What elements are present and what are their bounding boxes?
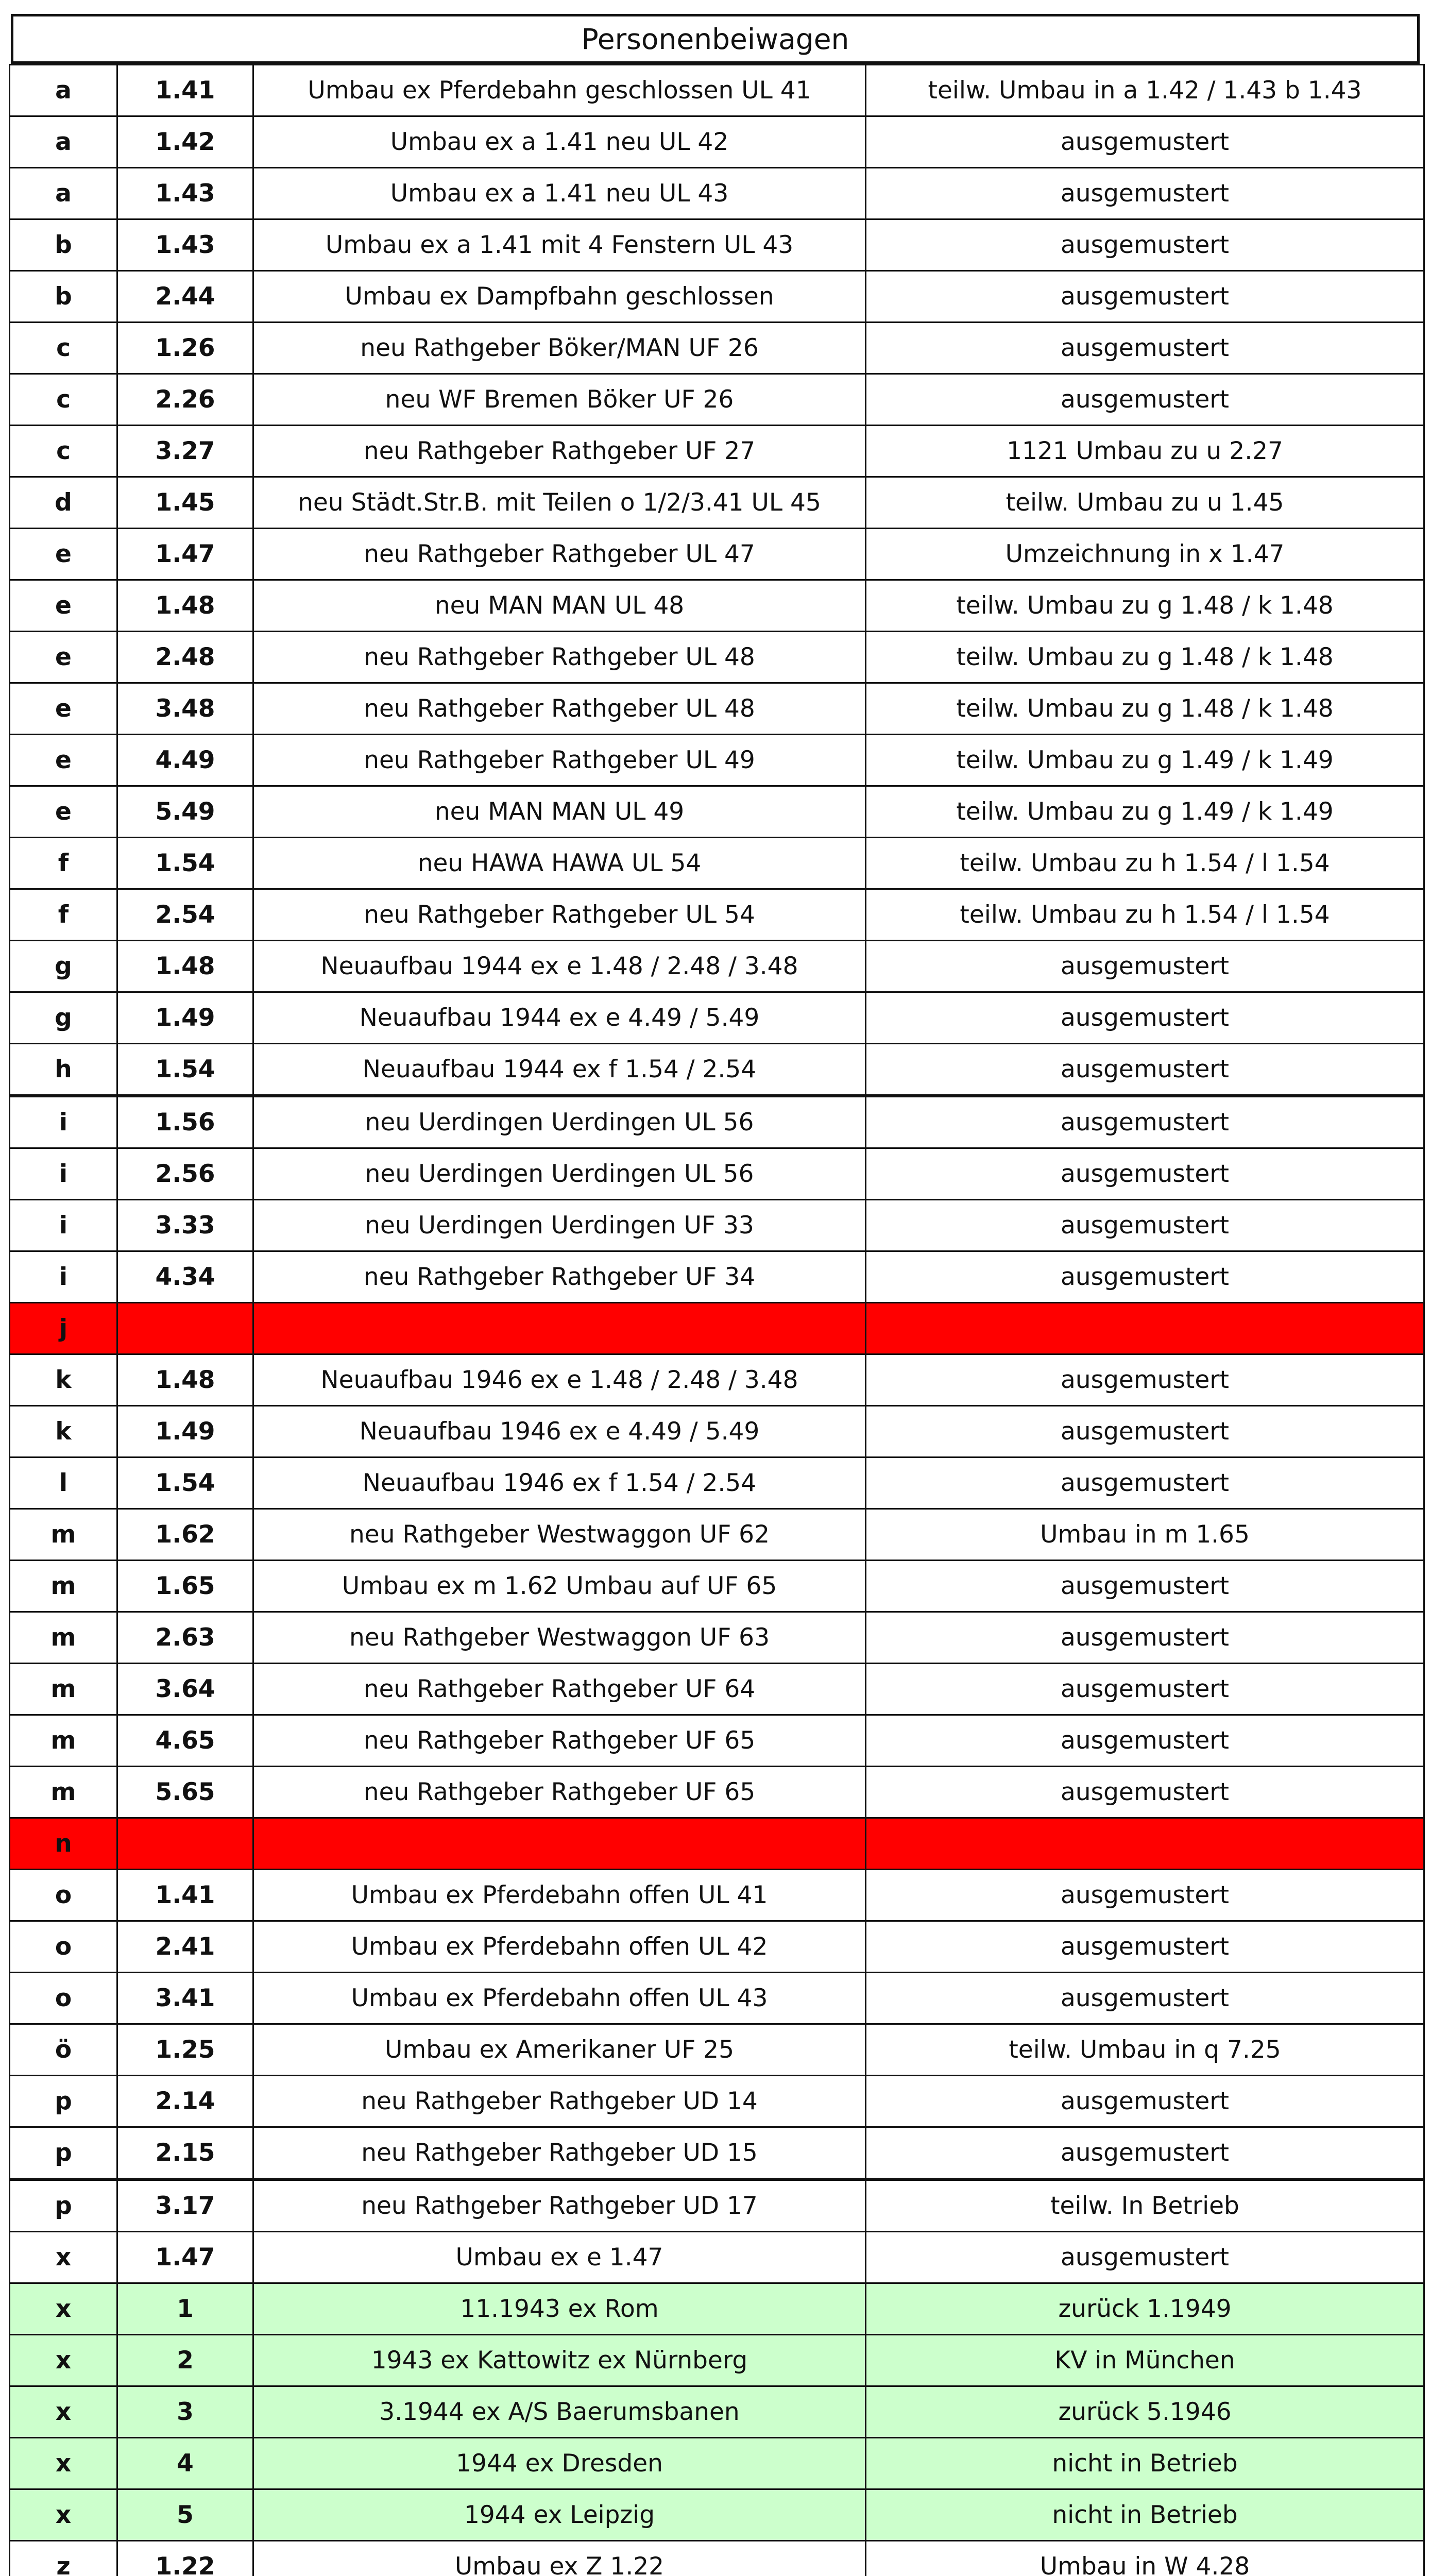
description-cell: neu Rathgeber Rathgeber UL 54 [253, 889, 866, 941]
description-cell: neu Rathgeber Rathgeber UD 14 [253, 2076, 866, 2127]
description-cell: neu HAWA HAWA UL 54 [253, 838, 866, 889]
vehicle-number-cell: 1 [117, 2283, 253, 2335]
class-letter-cell: h [10, 1044, 117, 1096]
table-row [10, 2232, 1424, 2283]
vehicle-number-cell: 3.48 [117, 683, 253, 735]
description-cell: Umbau ex Pferdebahn offen UL 42 [253, 1921, 866, 1973]
vehicle-number-cell: 2.56 [117, 1148, 253, 1200]
vehicle-number-cell: 4 [117, 2438, 253, 2489]
status-cell: ausgemustert [866, 1200, 1424, 1251]
table-row [10, 941, 1424, 992]
description-cell: Neuaufbau 1946 ex e 4.49 / 5.49 [253, 1406, 866, 1458]
class-letter-cell: k [10, 1406, 117, 1458]
class-letter-cell: i [10, 1251, 117, 1303]
class-letter-cell: m [10, 1767, 117, 1818]
description-cell: Umbau ex a 1.41 neu UL 42 [253, 116, 866, 168]
description-cell: Umbau ex Pferdebahn offen UL 41 [253, 1870, 866, 1921]
table-row [10, 1715, 1424, 1767]
status-cell: Umbau in m 1.65 [866, 1509, 1424, 1561]
table-row [10, 2127, 1424, 2180]
table-row [10, 2335, 1424, 2386]
vehicle-table-body [10, 65, 1424, 2576]
table-row [10, 1148, 1424, 1200]
class-letter-cell: j [10, 1303, 117, 1354]
table-row [10, 1044, 1424, 1096]
vehicle-number-cell: 1.56 [117, 1096, 253, 1148]
class-letter-cell: o [10, 1973, 117, 2024]
vehicle-number-cell [117, 1303, 253, 1354]
table-row [10, 889, 1424, 941]
table-row [10, 374, 1424, 426]
description-cell: Umbau ex Dampfbahn geschlossen [253, 271, 866, 323]
table-row [10, 477, 1424, 529]
description-cell: neu Uerdingen Uerdingen UF 33 [253, 1200, 866, 1251]
class-letter-cell: o [10, 1921, 117, 1973]
vehicle-number-cell [117, 1818, 253, 1870]
table-row [10, 426, 1424, 477]
table-row [10, 735, 1424, 786]
status-cell: ausgemustert [866, 1767, 1424, 1818]
class-letter-cell: e [10, 632, 117, 683]
class-letter-cell: e [10, 786, 117, 838]
vehicle-number-cell: 2.26 [117, 374, 253, 426]
status-cell: ausgemustert [866, 1612, 1424, 1664]
table-row [10, 580, 1424, 632]
status-cell: ausgemustert [866, 1715, 1424, 1767]
table-row [10, 2283, 1424, 2335]
description-cell: neu Rathgeber Rathgeber UF 27 [253, 426, 866, 477]
class-letter-cell: x [10, 2283, 117, 2335]
class-letter-cell: x [10, 2489, 117, 2541]
table-row [10, 1509, 1424, 1561]
class-letter-cell: o [10, 1870, 117, 1921]
vehicle-number-cell: 1.41 [117, 1870, 253, 1921]
class-letter-cell: e [10, 683, 117, 735]
table-row [10, 2179, 1424, 2232]
description-cell: Umbau ex Pferdebahn geschlossen UL 41 [253, 65, 866, 116]
status-cell: ausgemustert [866, 116, 1424, 168]
table-row [10, 1818, 1424, 1870]
status-cell: 1121 Umbau zu u 2.27 [866, 426, 1424, 477]
status-cell: zurück 5.1946 [866, 2386, 1424, 2438]
status-cell: ausgemustert [866, 1664, 1424, 1715]
status-cell: ausgemustert [866, 1406, 1424, 1458]
vehicle-number-cell: 1.25 [117, 2024, 253, 2076]
description-cell: Umbau ex a 1.41 neu UL 43 [253, 168, 866, 219]
status-cell: teilw. Umbau zu g 1.48 / k 1.48 [866, 580, 1424, 632]
table-row [10, 271, 1424, 323]
class-letter-cell: i [10, 1148, 117, 1200]
class-letter-cell: m [10, 1561, 117, 1612]
table-row [10, 2541, 1424, 2576]
class-letter-cell: b [10, 219, 117, 271]
status-cell: ausgemustert [866, 168, 1424, 219]
status-cell: teilw. Umbau zu g 1.48 / k 1.48 [866, 632, 1424, 683]
status-cell: ausgemustert [866, 2076, 1424, 2127]
vehicle-number-cell: 1.47 [117, 529, 253, 580]
table-row [10, 992, 1424, 1044]
description-cell: neu WF Bremen Böker UF 26 [253, 374, 866, 426]
class-letter-cell: b [10, 271, 117, 323]
table-row [10, 1664, 1424, 1715]
class-letter-cell: e [10, 580, 117, 632]
description-cell: neu MAN MAN UL 48 [253, 580, 866, 632]
table-row [10, 1200, 1424, 1251]
status-cell: Umzeichnung in x 1.47 [866, 529, 1424, 580]
description-cell: Umbau ex e 1.47 [253, 2232, 866, 2283]
class-letter-cell: g [10, 941, 117, 992]
vehicle-number-cell: 3.41 [117, 1973, 253, 2024]
status-cell: ausgemustert [866, 1921, 1424, 1973]
description-cell: neu Rathgeber Böker/MAN UF 26 [253, 323, 866, 374]
class-letter-cell: f [10, 838, 117, 889]
table-row [10, 2076, 1424, 2127]
description-cell: neu Uerdingen Uerdingen UL 56 [253, 1096, 866, 1148]
class-letter-cell: a [10, 65, 117, 116]
class-letter-cell: i [10, 1200, 117, 1251]
description-cell: neu Rathgeber Rathgeber UF 34 [253, 1251, 866, 1303]
vehicle-number-cell: 3.33 [117, 1200, 253, 1251]
description-cell: neu Rathgeber Westwaggon UF 63 [253, 1612, 866, 1664]
status-cell [866, 1303, 1424, 1354]
class-letter-cell: c [10, 374, 117, 426]
description-cell: neu Rathgeber Rathgeber UL 49 [253, 735, 866, 786]
vehicle-number-cell: 2 [117, 2335, 253, 2386]
status-cell: zurück 1.1949 [866, 2283, 1424, 2335]
table-row [10, 1354, 1424, 1406]
vehicle-number-cell: 1.42 [117, 116, 253, 168]
table-row [10, 2489, 1424, 2541]
description-cell: Neuaufbau 1946 ex e 1.48 / 2.48 / 3.48 [253, 1354, 866, 1406]
table-row [10, 632, 1424, 683]
vehicle-number-cell: 1.54 [117, 1458, 253, 1509]
class-letter-cell: z [10, 2541, 117, 2576]
vehicle-number-cell: 2.63 [117, 1612, 253, 1664]
status-cell: ausgemustert [866, 1096, 1424, 1148]
table-row [10, 1561, 1424, 1612]
class-letter-cell: g [10, 992, 117, 1044]
vehicle-number-cell: 4.65 [117, 1715, 253, 1767]
table-row [10, 2024, 1424, 2076]
class-letter-cell: c [10, 426, 117, 477]
status-cell: ausgemustert [866, 1148, 1424, 1200]
vehicle-number-cell: 2.14 [117, 2076, 253, 2127]
description-cell: 3.1944 ex A/S Baerumsbanen [253, 2386, 866, 2438]
vehicle-number-cell: 1.47 [117, 2232, 253, 2283]
table-row [10, 1870, 1424, 1921]
vehicle-number-cell: 1.49 [117, 1406, 253, 1458]
description-cell: neu Rathgeber Rathgeber UL 48 [253, 683, 866, 735]
status-cell: nicht in Betrieb [866, 2489, 1424, 2541]
class-letter-cell: n [10, 1818, 117, 1870]
class-letter-cell: m [10, 1509, 117, 1561]
class-letter-cell: p [10, 2076, 117, 2127]
table-title: Personenbeiwagen [11, 14, 1420, 64]
status-cell: teilw. Umbau zu u 1.45 [866, 477, 1424, 529]
class-letter-cell: ö [10, 2024, 117, 2076]
status-cell: ausgemustert [866, 374, 1424, 426]
vehicle-number-cell: 1.43 [117, 219, 253, 271]
table-row [10, 838, 1424, 889]
table-row [10, 168, 1424, 219]
table-row [10, 786, 1424, 838]
class-letter-cell: p [10, 2179, 117, 2232]
description-cell [253, 1818, 866, 1870]
vehicle-number-cell: 2.15 [117, 2127, 253, 2180]
status-cell: ausgemustert [866, 1044, 1424, 1096]
vehicle-number-cell: 1.65 [117, 1561, 253, 1612]
description-cell: 1944 ex Leipzig [253, 2489, 866, 2541]
table-row [10, 323, 1424, 374]
description-cell: Umbau ex m 1.62 Umbau auf UF 65 [253, 1561, 866, 1612]
status-cell: ausgemustert [866, 1561, 1424, 1612]
class-letter-cell: m [10, 1715, 117, 1767]
description-cell: 1944 ex Dresden [253, 2438, 866, 2489]
status-cell: ausgemustert [866, 1251, 1424, 1303]
status-cell: ausgemustert [866, 941, 1424, 992]
status-cell: ausgemustert [866, 1354, 1424, 1406]
vehicle-number-cell: 1.41 [117, 65, 253, 116]
class-letter-cell: x [10, 2335, 117, 2386]
table-row [10, 2438, 1424, 2489]
description-cell: Umbau ex Z 1.22 [253, 2541, 866, 2576]
description-cell: Umbau ex Amerikaner UF 25 [253, 2024, 866, 2076]
status-cell: teilw. Umbau zu h 1.54 / l 1.54 [866, 889, 1424, 941]
status-cell: ausgemustert [866, 1870, 1424, 1921]
class-letter-cell: d [10, 477, 117, 529]
vehicle-number-cell: 1.48 [117, 941, 253, 992]
vehicle-number-cell: 1.49 [117, 992, 253, 1044]
vehicle-number-cell: 1.48 [117, 580, 253, 632]
class-letter-cell: p [10, 2127, 117, 2180]
description-cell: neu Rathgeber Rathgeber UF 65 [253, 1767, 866, 1818]
description-cell: neu Uerdingen Uerdingen UL 56 [253, 1148, 866, 1200]
class-letter-cell: k [10, 1354, 117, 1406]
description-cell: neu MAN MAN UL 49 [253, 786, 866, 838]
table-row [10, 1406, 1424, 1458]
description-cell: Neuaufbau 1944 ex f 1.54 / 2.54 [253, 1044, 866, 1096]
class-letter-cell: f [10, 889, 117, 941]
vehicle-number-cell: 2.41 [117, 1921, 253, 1973]
class-letter-cell: a [10, 168, 117, 219]
class-letter-cell: c [10, 323, 117, 374]
status-cell: teilw. Umbau zu g 1.49 / k 1.49 [866, 786, 1424, 838]
table-row [10, 529, 1424, 580]
description-cell: Neuaufbau 1946 ex f 1.54 / 2.54 [253, 1458, 866, 1509]
description-cell: neu Rathgeber Rathgeber UL 48 [253, 632, 866, 683]
class-letter-cell: i [10, 1096, 117, 1148]
status-cell: ausgemustert [866, 323, 1424, 374]
table-row [10, 1251, 1424, 1303]
vehicle-number-cell: 1.62 [117, 1509, 253, 1561]
table-row [10, 2386, 1424, 2438]
status-cell: teilw. Umbau zu g 1.48 / k 1.48 [866, 683, 1424, 735]
vehicle-list-sheet [9, 14, 1423, 2576]
vehicle-number-cell: 1.45 [117, 477, 253, 529]
vehicle-number-cell: 3 [117, 2386, 253, 2438]
vehicle-number-cell: 4.34 [117, 1251, 253, 1303]
status-cell: ausgemustert [866, 219, 1424, 271]
status-cell: ausgemustert [866, 2127, 1424, 2180]
description-cell: neu Rathgeber Rathgeber UF 65 [253, 1715, 866, 1767]
vehicle-table [9, 64, 1425, 2576]
table-row [10, 219, 1424, 271]
class-letter-cell: x [10, 2386, 117, 2438]
status-cell: teilw. Umbau zu g 1.49 / k 1.49 [866, 735, 1424, 786]
table-row [10, 1096, 1424, 1148]
vehicle-number-cell: 2.54 [117, 889, 253, 941]
table-row [10, 1973, 1424, 2024]
class-letter-cell: x [10, 2438, 117, 2489]
vehicle-number-cell: 1.54 [117, 1044, 253, 1096]
table-row [10, 65, 1424, 116]
table-row [10, 1458, 1424, 1509]
vehicle-number-cell: 3.64 [117, 1664, 253, 1715]
class-letter-cell: m [10, 1612, 117, 1664]
status-cell: teilw. In Betrieb [866, 2179, 1424, 2232]
status-cell: ausgemustert [866, 992, 1424, 1044]
class-letter-cell: x [10, 2232, 117, 2283]
description-cell: Neuaufbau 1944 ex e 1.48 / 2.48 / 3.48 [253, 941, 866, 992]
status-cell: teilw. Umbau in q 7.25 [866, 2024, 1424, 2076]
description-cell: neu Rathgeber Westwaggon UF 62 [253, 1509, 866, 1561]
table-row [10, 683, 1424, 735]
status-cell: KV in München [866, 2335, 1424, 2386]
table-row [10, 1767, 1424, 1818]
status-cell: ausgemustert [866, 2232, 1424, 2283]
table-row [10, 1921, 1424, 1973]
vehicle-number-cell: 1.26 [117, 323, 253, 374]
vehicle-number-cell: 3.17 [117, 2179, 253, 2232]
description-cell: 1943 ex Kattowitz ex Nürnberg [253, 2335, 866, 2386]
vehicle-number-cell: 3.27 [117, 426, 253, 477]
status-cell: nicht in Betrieb [866, 2438, 1424, 2489]
class-letter-cell: e [10, 735, 117, 786]
vehicle-number-cell: 5 [117, 2489, 253, 2541]
description-cell: 11.1943 ex Rom [253, 2283, 866, 2335]
table-row [10, 1612, 1424, 1664]
class-letter-cell: a [10, 116, 117, 168]
vehicle-number-cell: 1.54 [117, 838, 253, 889]
vehicle-number-cell: 1.48 [117, 1354, 253, 1406]
status-cell [866, 1818, 1424, 1870]
status-cell: ausgemustert [866, 271, 1424, 323]
vehicle-number-cell: 5.49 [117, 786, 253, 838]
description-cell: neu Rathgeber Rathgeber UF 64 [253, 1664, 866, 1715]
description-cell: neu Rathgeber Rathgeber UL 47 [253, 529, 866, 580]
status-cell: teilw. Umbau in a 1.42 / 1.43 b 1.43 [866, 65, 1424, 116]
description-cell: Neuaufbau 1944 ex e 4.49 / 5.49 [253, 992, 866, 1044]
vehicle-number-cell: 1.43 [117, 168, 253, 219]
description-cell [253, 1303, 866, 1354]
vehicle-number-cell: 2.44 [117, 271, 253, 323]
description-cell: neu Rathgeber Rathgeber UD 15 [253, 2127, 866, 2180]
table-row [10, 116, 1424, 168]
vehicle-number-cell: 1.22 [117, 2541, 253, 2576]
class-letter-cell: l [10, 1458, 117, 1509]
description-cell: neu Städt.Str.B. mit Teilen o 1/2/3.41 UL 45 [253, 477, 866, 529]
description-cell: neu Rathgeber Rathgeber UD 17 [253, 2179, 866, 2232]
table-row [10, 1303, 1424, 1354]
status-cell: ausgemustert [866, 1973, 1424, 2024]
status-cell: Umbau in W 4.28 [866, 2541, 1424, 2576]
class-letter-cell: m [10, 1664, 117, 1715]
class-letter-cell: e [10, 529, 117, 580]
vehicle-number-cell: 5.65 [117, 1767, 253, 1818]
vehicle-number-cell: 2.48 [117, 632, 253, 683]
description-cell: Umbau ex Pferdebahn offen UL 43 [253, 1973, 866, 2024]
status-cell: teilw. Umbau zu h 1.54 / l 1.54 [866, 838, 1424, 889]
status-cell: ausgemustert [866, 1458, 1424, 1509]
description-cell: Umbau ex a 1.41 mit 4 Fenstern UL 43 [253, 219, 866, 271]
vehicle-number-cell: 4.49 [117, 735, 253, 786]
